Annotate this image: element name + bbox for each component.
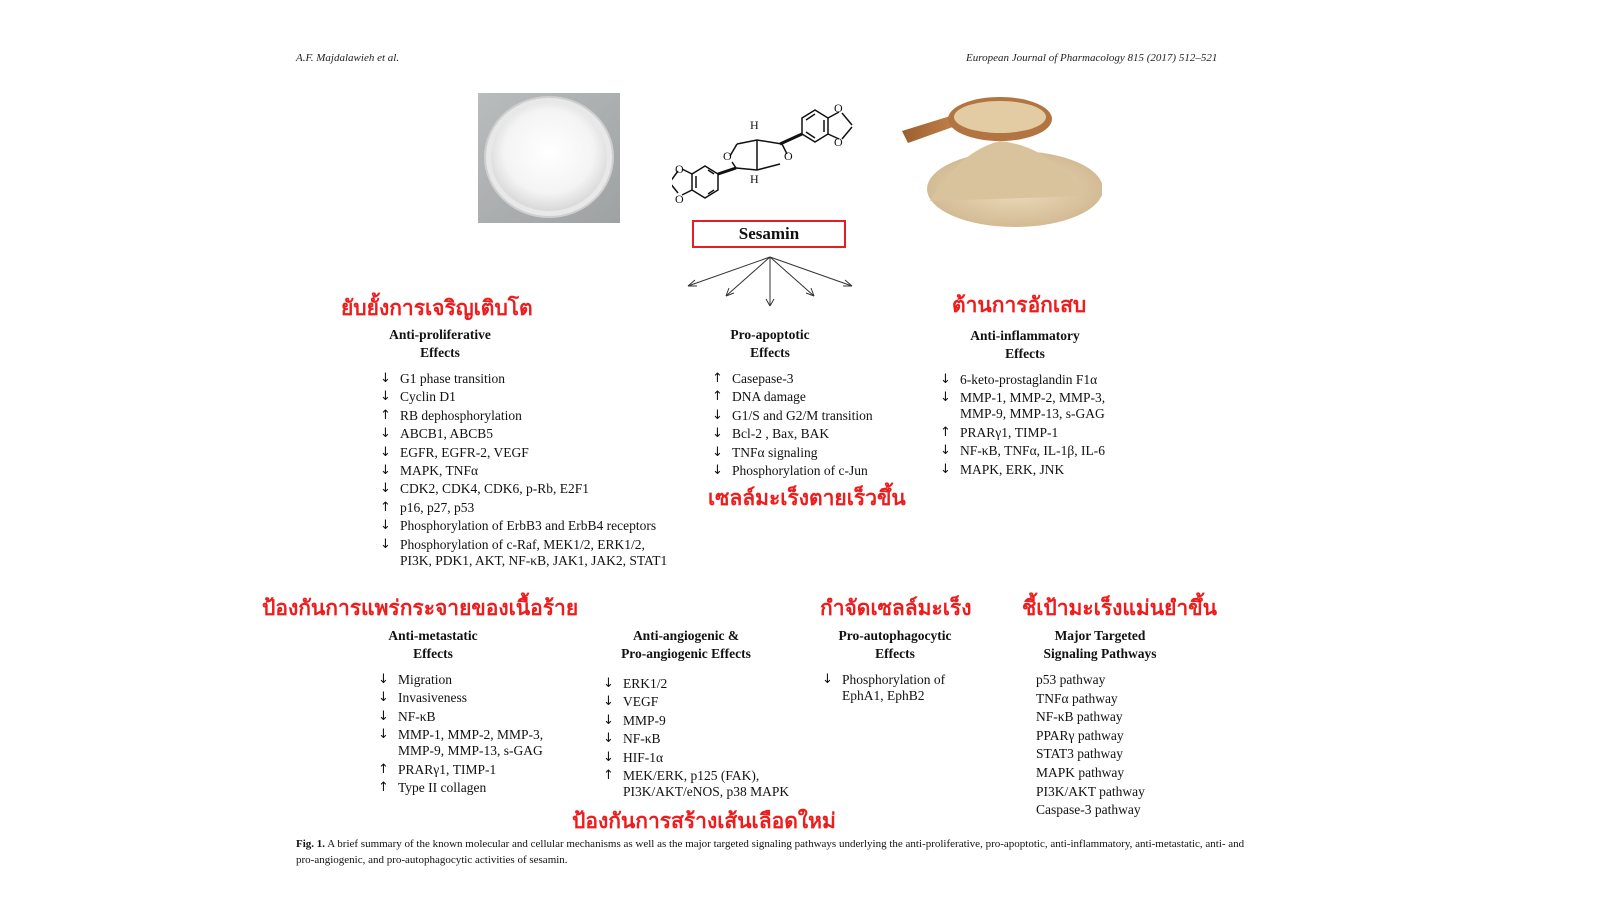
list-item-text: MEK/ERK, p125 (FAK), PI3K/AKT/eNOS, p38 MAPK xyxy=(623,767,790,799)
list-signaling xyxy=(1036,672,1196,821)
list-item-text: NF-κB, TNFα, IL-1β, IL-6 xyxy=(960,443,1105,459)
down-arrow-icon: ↓ xyxy=(380,481,391,497)
list-item-text: MAPK, ERK, JNK xyxy=(960,461,1065,477)
pathway-item: STAT3 pathway xyxy=(1036,746,1124,762)
list-anti-inflammatory xyxy=(940,372,1160,480)
thai-label-pro-autophagocytic: กำจัดเซลล์มะเร็ง xyxy=(820,596,972,620)
list-item-text: NF-κB xyxy=(623,731,661,747)
list-item-text: Phosphorylation of c-Raf, MEK1/2, ERK1/2, PI3K, PDK1, AKT, NF-κB, JAK1, JAK2, STAT1 xyxy=(400,536,668,568)
down-arrow-icon: ↓ xyxy=(380,444,391,460)
list-item xyxy=(940,390,1160,422)
list-item-text: Bcl-2 , Bax, BAK xyxy=(732,426,830,442)
down-arrow-icon: ↓ xyxy=(603,712,614,728)
up-arrow-icon: ↑ xyxy=(940,424,951,440)
list-item-text: Phosphorylation of ErbB3 and ErbB4 receptors xyxy=(400,518,657,534)
author-header: A.F. Majdalawieh et al. xyxy=(296,52,400,64)
title-signaling: Major Targeted Signaling Pathways xyxy=(1043,628,1157,661)
list-item-text: MMP-1, MMP-2, MMP-3, MMP-9, MMP-13, s-GAG xyxy=(398,727,544,759)
list-item xyxy=(940,372,1160,388)
list-item xyxy=(603,676,843,692)
o-label-left: O xyxy=(723,149,732,163)
thai-label-pro-apoptotic: เซลล์มะเร็งตายเร็วขึ้น xyxy=(708,486,906,510)
list-item xyxy=(380,481,740,497)
list-item-text: EGFR, EGFR-2, VEGF xyxy=(400,444,529,460)
list-item xyxy=(712,463,932,479)
list-item-text: 6-keto-prostaglandin F1α xyxy=(960,372,1098,387)
list-item-text: CDK2, CDK4, CDK6, p-Rb, E2F1 xyxy=(400,481,590,497)
down-arrow-icon: ↓ xyxy=(940,461,951,477)
list-item xyxy=(603,731,843,747)
list-item xyxy=(712,408,932,424)
list-anti-proliferative xyxy=(380,371,740,571)
list-item xyxy=(603,694,843,710)
sesamin-powder-image xyxy=(478,93,620,223)
list-item-text: VEGF xyxy=(623,694,659,710)
down-arrow-icon: ↓ xyxy=(712,462,723,478)
pathway-item: p53 pathway xyxy=(1036,672,1106,687)
list-item xyxy=(712,426,932,442)
pathway-item: PI3K/AKT pathway xyxy=(1036,783,1145,799)
list-item xyxy=(378,690,598,706)
list-item-text: NF-κB xyxy=(398,708,436,724)
list-item-text: DNA damage xyxy=(732,389,806,405)
caption-label: Fig. 1. xyxy=(296,838,326,850)
down-arrow-icon: ↓ xyxy=(378,727,389,743)
title-anti-metastatic: Anti-metastatic Effects xyxy=(388,628,478,661)
list-item-text: MMP-9 xyxy=(623,712,666,728)
down-arrow-icon: ↓ xyxy=(378,708,389,724)
thai-label-signaling: ชี้เป้ามะเร็งแม่นยำขึ้น xyxy=(1022,596,1217,620)
h-label-top: H xyxy=(750,118,759,132)
list-item-text: Invasiveness xyxy=(398,690,467,706)
o-label-dioxole-r1: O xyxy=(834,101,843,115)
down-arrow-icon: ↓ xyxy=(378,690,389,706)
list-item xyxy=(378,672,598,688)
list-pro-autophagocytic xyxy=(822,672,1002,706)
list-item xyxy=(378,780,598,796)
down-arrow-icon: ↓ xyxy=(603,749,614,765)
list-item xyxy=(380,500,740,516)
list-item-text: p16, p27, p53 xyxy=(400,499,475,515)
list-item-text: ABCB1, ABCB5 xyxy=(400,426,494,442)
down-arrow-icon: ↓ xyxy=(940,372,951,387)
sesamin-structure-diagram xyxy=(672,92,882,220)
list-item xyxy=(940,462,1160,478)
down-arrow-icon: ↓ xyxy=(380,462,391,478)
o-label-dioxole-l1: O xyxy=(675,162,684,176)
thai-label-anti-metastatic: ป้องกันการแพร่กระจายของเนื้อร้าย xyxy=(262,596,579,620)
list-item-text: Phosphorylation of EphA1, EphB2 xyxy=(842,672,946,703)
title-anti-inflammatory: Anti-inflammatory Effects xyxy=(970,328,1080,361)
list-item-text: ERK1/2 xyxy=(623,676,668,691)
sesame-seeds-image xyxy=(900,91,1102,229)
o-label-right: O xyxy=(784,149,793,163)
up-arrow-icon: ↑ xyxy=(603,767,614,783)
down-arrow-icon: ↓ xyxy=(380,389,391,405)
down-arrow-icon: ↓ xyxy=(380,518,391,534)
down-arrow-icon: ↓ xyxy=(712,407,723,423)
o-label-dioxole-r2: O xyxy=(834,135,843,149)
up-arrow-icon: ↑ xyxy=(378,779,389,795)
down-arrow-icon: ↓ xyxy=(603,731,614,747)
down-arrow-icon: ↓ xyxy=(380,371,391,386)
pathway-item: NF-κB pathway xyxy=(1036,709,1123,725)
list-item-text: G1/S and G2/M transition xyxy=(732,407,873,423)
list-item xyxy=(380,518,740,534)
list-item xyxy=(380,389,740,405)
down-arrow-icon: ↓ xyxy=(940,443,951,459)
down-arrow-icon: ↓ xyxy=(380,426,391,442)
journal-header: European Journal of Pharmacology 815 (2017) 512–521 xyxy=(966,52,1218,64)
list-anti-metastatic xyxy=(378,672,598,798)
list-item-text: HIF-1α xyxy=(623,749,664,765)
list-item xyxy=(378,727,598,759)
up-arrow-icon: ↑ xyxy=(712,371,723,386)
list-item xyxy=(712,445,932,461)
down-arrow-icon: ↓ xyxy=(380,536,391,552)
list-item-text: Phosphorylation of c-Jun xyxy=(732,462,868,478)
list-item xyxy=(380,445,740,461)
down-arrow-icon: ↓ xyxy=(378,672,389,687)
title-pro-apoptotic: Pro-apoptotic Effects xyxy=(730,327,810,360)
figure-caption xyxy=(296,836,1248,868)
caption-text: A brief summary of the known molecular and cellular mechanisms as well as the major targeted signaling pathways underlying the anti-proliferative, pro-apoptotic, anti-inflammatory, anti-metastatic, anti- and pro-angiogenic, and pro-autophagocytic activities of sesamin. xyxy=(296,838,1245,866)
effect-arrows xyxy=(680,254,860,310)
list-item-text: Type II collagen xyxy=(398,779,487,795)
list-item xyxy=(380,463,740,479)
list-item xyxy=(940,443,1160,459)
down-arrow-icon: ↓ xyxy=(940,390,951,406)
pathway-item: Caspase-3 pathway xyxy=(1036,802,1141,818)
list-item-text: Cyclin D1 xyxy=(400,389,456,405)
down-arrow-icon: ↓ xyxy=(712,426,723,442)
list-item xyxy=(712,389,932,405)
list-angiogenic xyxy=(603,676,843,802)
list-item-text: Casepase-3 xyxy=(732,371,794,386)
list-item xyxy=(603,713,843,729)
list-pro-apoptotic xyxy=(712,371,932,481)
up-arrow-icon: ↑ xyxy=(380,407,391,423)
sesamin-label-box: Sesamin xyxy=(692,220,846,248)
list-item xyxy=(380,426,740,442)
list-item xyxy=(378,709,598,725)
down-arrow-icon: ↓ xyxy=(603,694,614,710)
thai-label-anti-inflammatory: ต้านการอักเสบ xyxy=(952,293,1087,317)
h-label-bottom: H xyxy=(750,172,759,186)
list-item xyxy=(380,408,740,424)
list-item-text: PRARγ1, TIMP-1 xyxy=(398,761,497,777)
list-item-text: PRARγ1, TIMP-1 xyxy=(960,424,1059,440)
list-item xyxy=(380,371,740,387)
list-item xyxy=(712,371,932,387)
list-item-text: MAPK, TNFα xyxy=(400,462,479,478)
down-arrow-icon: ↓ xyxy=(712,444,723,460)
up-arrow-icon: ↑ xyxy=(380,499,391,515)
title-anti-proliferative: Anti-proliferative Effects xyxy=(389,327,491,360)
thai-label-angiogenic: ป้องกันการสร้างเส้นเลือดใหม่ xyxy=(572,809,836,833)
list-item-text: RB dephosphorylation xyxy=(400,407,522,423)
list-item xyxy=(603,768,843,800)
up-arrow-icon: ↑ xyxy=(712,389,723,405)
pathway-item: MAPK pathway xyxy=(1036,764,1125,780)
list-item xyxy=(378,762,598,778)
list-item-text: Migration xyxy=(398,672,452,687)
list-item xyxy=(822,672,1002,704)
down-arrow-icon: ↓ xyxy=(603,676,614,691)
title-pro-autophagocytic: Pro-autophagocytic Effects xyxy=(838,628,952,661)
pathway-item: TNFα pathway xyxy=(1036,690,1118,706)
title-angiogenic: Anti-angiogenic & Pro-angiogenic Effects xyxy=(621,628,751,661)
list-item-text: G1 phase transition xyxy=(400,371,505,386)
thai-label-anti-proliferative: ยับยั้งการเจริญเติบโต xyxy=(341,296,533,320)
pathway-item: PPARγ pathway xyxy=(1036,727,1124,743)
list-item xyxy=(603,750,843,766)
up-arrow-icon: ↑ xyxy=(378,761,389,777)
list-item xyxy=(380,537,740,569)
down-arrow-icon: ↓ xyxy=(822,672,833,687)
list-item xyxy=(940,425,1160,441)
o-label-dioxole-l2: O xyxy=(675,192,684,206)
list-item-text: MMP-1, MMP-2, MMP-3, MMP-9, MMP-13, s-GAG xyxy=(960,390,1106,422)
list-item-text: TNFα signaling xyxy=(732,444,818,460)
